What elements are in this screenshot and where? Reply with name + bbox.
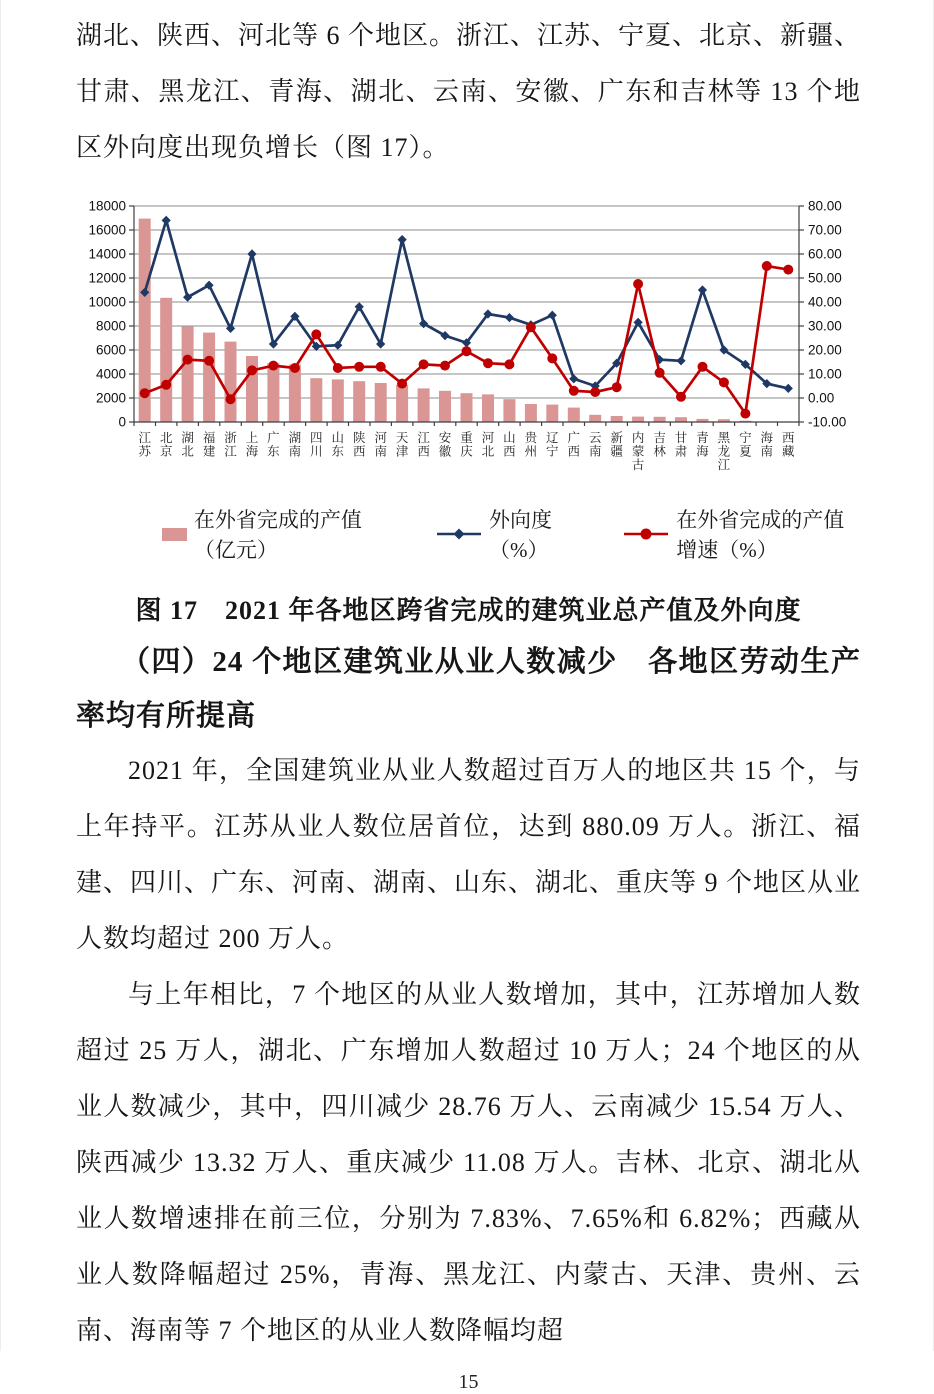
svg-text:上海: 上海 [246, 430, 259, 459]
svg-text:河南: 河南 [374, 431, 387, 459]
svg-text:山东: 山东 [332, 431, 345, 459]
left-axis-labels [88, 199, 126, 430]
svg-text:4000: 4000 [96, 367, 126, 382]
svg-text:云南: 云南 [589, 431, 602, 459]
svg-text:20.00: 20.00 [808, 343, 842, 358]
svg-text:江苏: 江苏 [138, 431, 151, 459]
x-axis-labels [138, 430, 795, 472]
svg-text:16000: 16000 [88, 223, 126, 238]
figure-caption: 图 17 2021 年各地区跨省完成的建筑业总产值及外向度 [76, 590, 861, 627]
combo-chart [76, 190, 861, 502]
legend-item-output-value [162, 504, 378, 564]
figure-17 [76, 190, 861, 564]
svg-text:14000: 14000 [88, 247, 126, 262]
svg-text:6000: 6000 [96, 343, 126, 358]
svg-text:福建: 福建 [203, 431, 216, 459]
legend-label: 在外省完成的产值增速（%） [676, 504, 861, 564]
svg-text:18000: 18000 [88, 199, 126, 214]
legend-label: 外向度（%） [489, 504, 565, 564]
svg-text:40.00: 40.00 [808, 295, 842, 310]
svg-text:辽宁: 辽宁 [546, 431, 559, 459]
svg-text:宁夏: 宁夏 [739, 431, 752, 459]
svg-text:陕西: 陕西 [353, 430, 366, 459]
svg-text:2000: 2000 [96, 391, 126, 406]
svg-text:青海: 青海 [696, 430, 709, 459]
svg-text:0: 0 [118, 415, 126, 430]
section-heading: （四）24 个地区建筑业从业人数减少 各地区劳动生产率均有所提高 [76, 635, 861, 743]
svg-text:江西: 江西 [417, 431, 430, 459]
svg-text:黑龙江: 黑龙江 [718, 431, 731, 472]
svg-text:30.00: 30.00 [808, 319, 842, 334]
svg-text:内蒙古: 内蒙古 [632, 430, 645, 472]
svg-text:60.00: 60.00 [808, 247, 842, 262]
svg-text:80.00: 80.00 [808, 199, 842, 214]
svg-text:河北: 河北 [482, 431, 495, 459]
svg-text:海南: 海南 [761, 431, 774, 459]
svg-text:甘肃: 甘肃 [675, 430, 688, 459]
paragraph-changes: 与上年相比，7 个地区的从业人数增加，其中，江苏增加人数超过 25 万人，湖北、广东增加人数超过 10 万人；24 个地区的从业人数减少，其中，四川减少 28.76 万人、云南减少 15.54 万人、陕西减少 13.32 万人、重庆减少 11.08 万人。吉林、北京、湖北从业人数增速排在前三位，分别为 7.83%、7.65%和 6.82%；西藏从业人数降幅超过 25%，青海、黑龙江、内蒙古、天津、贵州、云南、海南等 7 个地区的从业人数降幅均超 [76, 967, 861, 1359]
paragraph-continuation: 湖北、陕西、河北等 6 个地区。浙江、江苏、宁夏、北京、新疆、甘肃、黑龙江、青海、湖北、云南、安徽、广东和吉林等 13 个地区外向度出现负增长（图 17）。 [76, 8, 861, 176]
page-number: 15 [76, 1371, 861, 1394]
svg-text:浙江: 浙江 [224, 430, 237, 459]
svg-text:山西: 山西 [503, 431, 516, 459]
legend-label: 在外省完成的产值（亿元） [194, 504, 378, 564]
svg-text:12000: 12000 [88, 271, 126, 286]
svg-text:贵州: 贵州 [525, 430, 539, 459]
line-diamond-icon [436, 526, 482, 542]
svg-text:天津: 天津 [396, 431, 409, 459]
svg-text:70.00: 70.00 [808, 223, 842, 238]
svg-text:吉林: 吉林 [653, 430, 666, 459]
svg-text:-10.00: -10.00 [808, 415, 846, 430]
svg-text:新疆: 新疆 [610, 431, 623, 459]
svg-text:湖北: 湖北 [181, 430, 194, 459]
paragraph-employment: 2021 年，全国建筑业从业人数超过百万人的地区共 15 个，与上年持平。江苏从业人数位居首位，达到 880.09 万人。浙江、福建、四川、广东、河南、湖南、山东、湖北、重庆等 9 个地区从业人数均超过 200 万人。 [76, 743, 861, 967]
svg-text:50.00: 50.00 [808, 271, 842, 286]
svg-text:西藏: 西藏 [782, 431, 795, 459]
svg-text:安徽: 安徽 [439, 430, 452, 459]
right-axis-labels [808, 199, 846, 430]
svg-text:重庆: 重庆 [460, 430, 473, 459]
svg-text:8000: 8000 [96, 319, 126, 334]
svg-text:10000: 10000 [88, 295, 126, 310]
svg-text:四川: 四川 [310, 431, 323, 459]
svg-text:广西: 广西 [568, 430, 581, 459]
svg-text:10.00: 10.00 [808, 367, 842, 382]
svg-text:广东: 广东 [267, 430, 280, 459]
svg-text:北京: 北京 [160, 431, 173, 459]
legend-item-outward-degree [436, 504, 565, 564]
chart-legend [162, 504, 861, 564]
bar-swatch-icon [162, 528, 187, 541]
svg-text:湖南: 湖南 [289, 430, 302, 459]
legend-item-growth-rate [623, 504, 861, 564]
line-circle-icon [623, 526, 669, 542]
chart-svg [76, 190, 863, 502]
line-series [140, 216, 793, 393]
svg-text:0.00: 0.00 [808, 391, 834, 406]
